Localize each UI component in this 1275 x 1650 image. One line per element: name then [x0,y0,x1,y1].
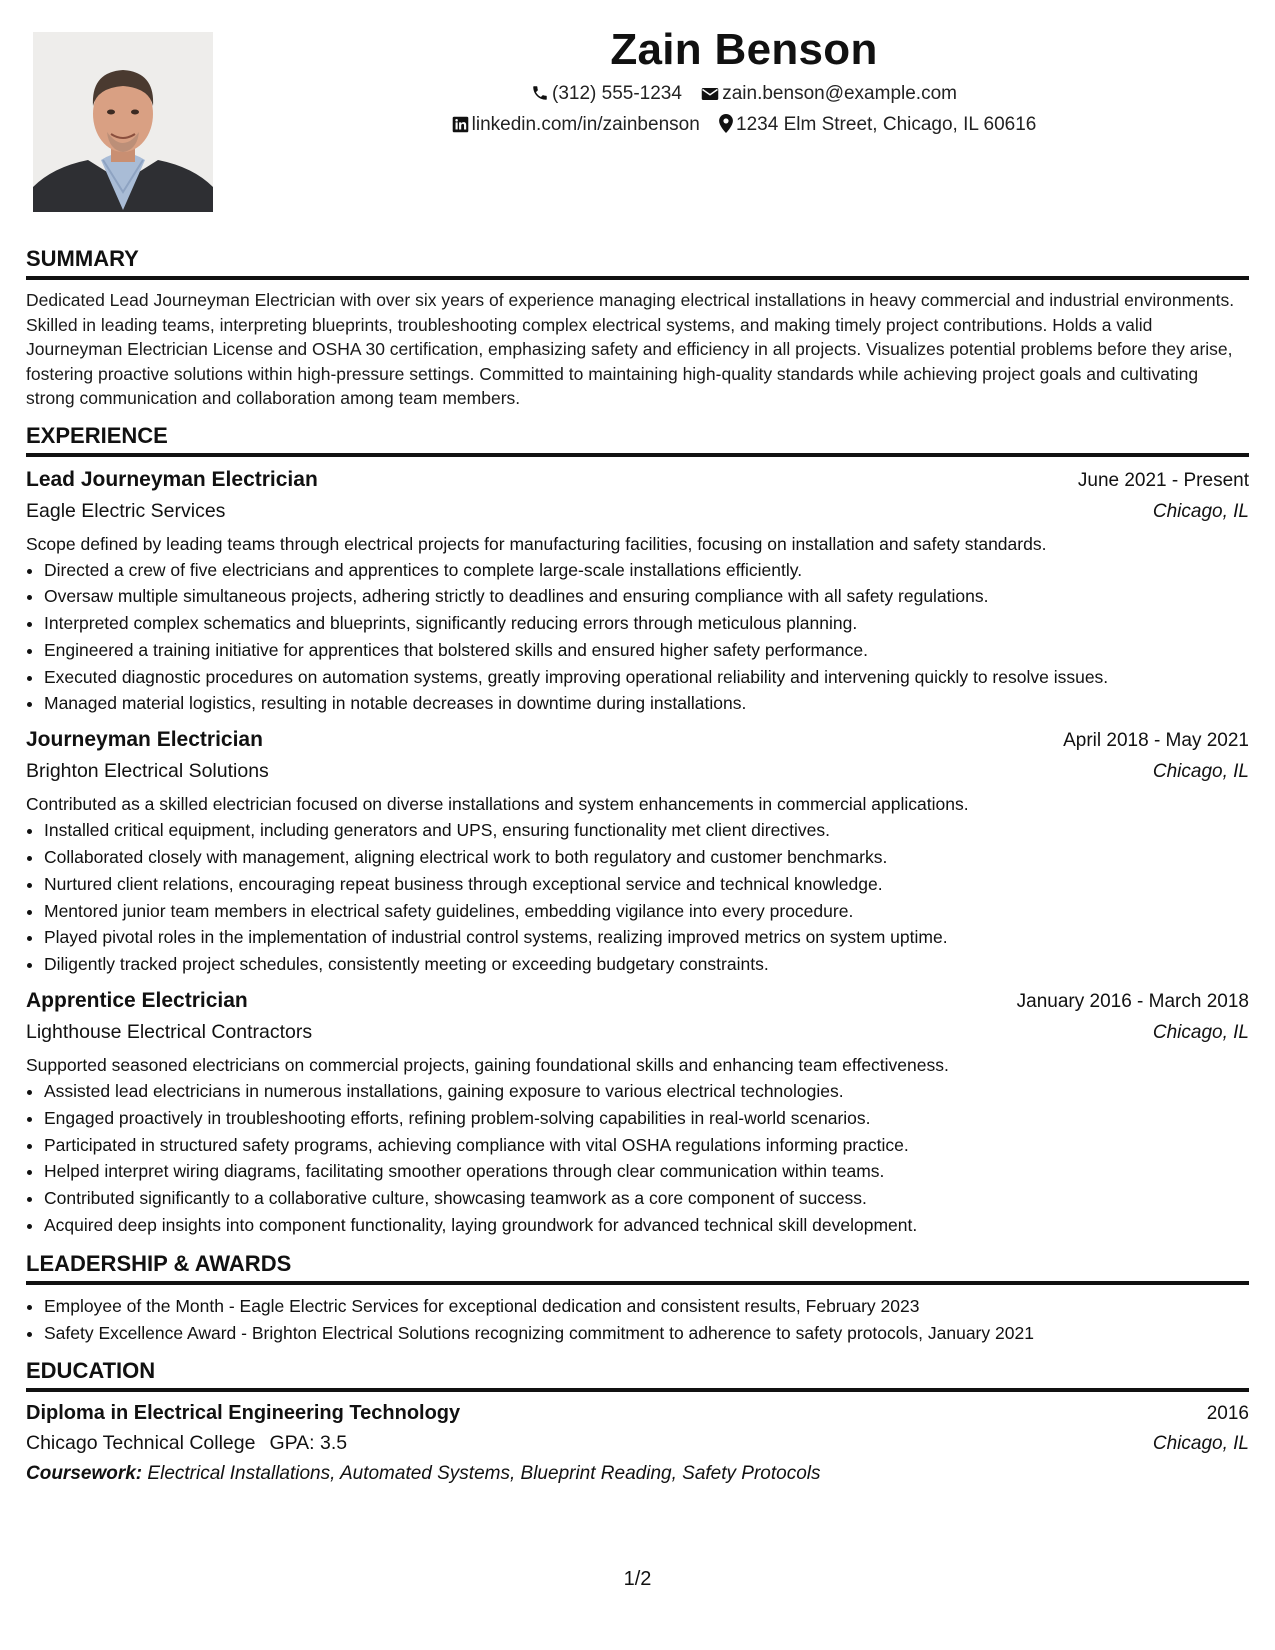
job-header-row [26,725,1249,756]
school-name: Chicago Technical College [26,1432,256,1455]
job-scope: Scope defined by leading teams through electrical projects for manufacturing facilities, focusing on installation and safety standards. [26,533,1047,554]
bullet-item: • Managed material logistics, resulting in notable decreases in downtime during installations. [44,690,1249,717]
resume-header [213,22,1275,140]
bullet-item: • Participated in structured safety programs, achieving compliance with vital OSHA regulations informing practice. [44,1132,1249,1159]
job-bullets [26,1078,1249,1239]
bullet-item: • Oversaw multiple simultaneous projects, adhering strictly to deadlines and ensuring compliance with all safety regulations. [44,583,1249,610]
envelope-icon [701,86,719,102]
job-entry [26,986,1249,1239]
job-dates: June 2021 - Present [1077,469,1249,491]
company-name: Brighton Electrical Solutions [26,760,269,783]
section-title-experience: EXPERIENCE [26,421,1249,457]
company-name: Eagle Electric Services [26,499,226,522]
email-contact[interactable] [701,78,957,109]
job-title: Apprentice Electrician [26,989,248,1013]
job-scope: Supported seasoned electricians on commercial projects, gaining foundational skills and enhancing team effectiveness. [26,1055,949,1076]
candidate-name: Zain Benson [610,25,878,74]
coursework-line [26,1459,1249,1489]
job-location: Chicago, IL [1152,1022,1249,1044]
job-dates: April 2018 - May 2021 [1063,730,1249,752]
experience-section [26,421,1249,1239]
job-title: Lead Journeyman Electrician [26,467,318,491]
linkedin-text: linkedin.com/in/zainbenson [471,114,700,135]
award-item: • Employee of the Month - Eagle Electric Services for exceptional dedication and consistent results, February 2023 [44,1293,1249,1320]
bullet-item: • Executed diagnostic procedures on automation systems, greatly improving operational reliability and intervening quickly to resolve issues. [44,664,1249,691]
school-info [26,1429,347,1458]
bullet-item: • Contributed significantly to a collaborative culture, showcasing teamwork as a core component of success. [44,1185,1249,1212]
portrait-image [33,32,213,212]
coursework-label: Coursework: [26,1463,143,1485]
section-title-awards: LEADERSHIP & AWARDS [26,1249,1249,1285]
job-dates: January 2016 - March 2018 [1016,991,1249,1013]
school-location: Chicago, IL [1152,1433,1249,1455]
job-scope: Contributed as a skilled electrician focused on diverse installations and system enhancements in commercial applications. [26,794,969,815]
address-text: 1234 Elm Street, Chicago, IL 60616 [736,114,1037,135]
awards-section [26,1249,1249,1347]
section-title-summary: SUMMARY [26,244,1249,280]
job-bullets [26,817,1249,978]
job-bullets [26,557,1249,718]
bullet-item: • Acquired deep insights into component functionality, laying groundwork for advanced technical skill development. [44,1212,1249,1239]
company-name: Lighthouse Electrical Contractors [26,1021,313,1044]
job-company-row [26,496,1249,527]
job-entry [26,465,1249,718]
phone-icon [531,84,549,102]
page-number: 1/2 [623,1568,652,1590]
coursework-list: Electrical Installations, Automated Systems, Blueprint Reading, Safety Protocols [147,1463,821,1485]
education-section [26,1356,1249,1489]
job-company-row [26,756,1249,787]
bullet-item: • Engineered a training initiative for apprentices that bolstered skills and ensured higher safety performance. [44,637,1249,664]
degree-name: Diploma in Electrical Engineering Technology [26,1402,461,1425]
job-entry [26,725,1249,978]
bullet-item: • Assisted lead electricians in numerous installations, gaining exposure to various electrical technologies. [44,1078,1249,1105]
job-company-row [26,1017,1249,1048]
bullet-item: • Diligently tracked project schedules, consistently meeting or exceeding budgetary constraints. [44,951,1249,978]
job-location: Chicago, IL [1152,761,1249,783]
bullet-item: • Installed critical equipment, including generators and UPS, ensuring functionality met client directives. [44,817,1249,844]
awards-list [26,1293,1249,1347]
contact-line-2 [213,109,1275,140]
resume-body [26,244,1249,1489]
job-header-row [26,986,1249,1017]
job-header-row [26,465,1249,496]
summary-section [26,244,1249,411]
graduation-year: 2016 [1206,1403,1249,1425]
contact-line-1 [213,78,1275,109]
job-title: Journeyman Electrician [26,728,263,752]
map-pin-icon [719,114,733,133]
award-item: • Safety Excellence Award - Brighton Electrical Solutions recognizing commitment to adherence to safety protocols, January 2021 [44,1320,1249,1347]
section-title-education: EDUCATION [26,1356,1249,1392]
bullet-item: • Collaborated closely with management, aligning electrical work to both regulatory and customer benchmarks. [44,844,1249,871]
gpa: GPA: 3.5 [269,1432,348,1455]
profile-photo [33,32,213,212]
email-text: zain.benson@example.com [722,83,957,104]
education-header-row [26,1398,1249,1429]
education-school-row [26,1429,1249,1459]
bullet-item: • Mentored junior team members in electrical safety guidelines, embedding vigilance into every procedure. [44,898,1249,925]
phone-contact [531,78,682,109]
linkedin-contact[interactable] [452,109,700,140]
bullet-item: • Played pivotal roles in the implementation of industrial control systems, realizing improved metrics on system uptime. [44,924,1249,951]
bullet-item: • Directed a crew of five electricians and apprentices to complete large-scale installations efficiently. [44,557,1249,584]
bullet-item: • Helped interpret wiring diagrams, facilitating smoother operations through clear communication within teams. [44,1158,1249,1185]
phone-text: (312) 555-1234 [552,83,682,104]
bullet-item: • Engaged proactively in troubleshooting efforts, refining problem-solving capabilities in real-world scenarios. [44,1105,1249,1132]
job-location: Chicago, IL [1152,500,1249,522]
summary-text: Dedicated Lead Journeyman Electrician with over six years of experience managing electrical installations in heavy commercial and industrial environments. Skilled in leading teams, interpreting blueprints, troubleshooting complex electrical systems, and making timely project contributions. Holds a valid Journeyman Electrician License and OSHA 30 certification, emphasizing safety and efficiency in all projects. Visualizes potential problems before they arise, fostering proactive solutions within high-pressure settings. Committed to maintaining high-quality standards while achieving project goals and cultivating strong communication and collaboration among team members. [26,290,1235,408]
address-contact [719,109,1036,140]
bullet-item: • Interpreted complex schematics and blueprints, significantly reducing errors through meticulous planning. [44,610,1249,637]
linkedin-icon [452,116,469,133]
bullet-item: • Nurtured client relations, encouraging repeat business through exceptional service and technical knowledge. [44,871,1249,898]
